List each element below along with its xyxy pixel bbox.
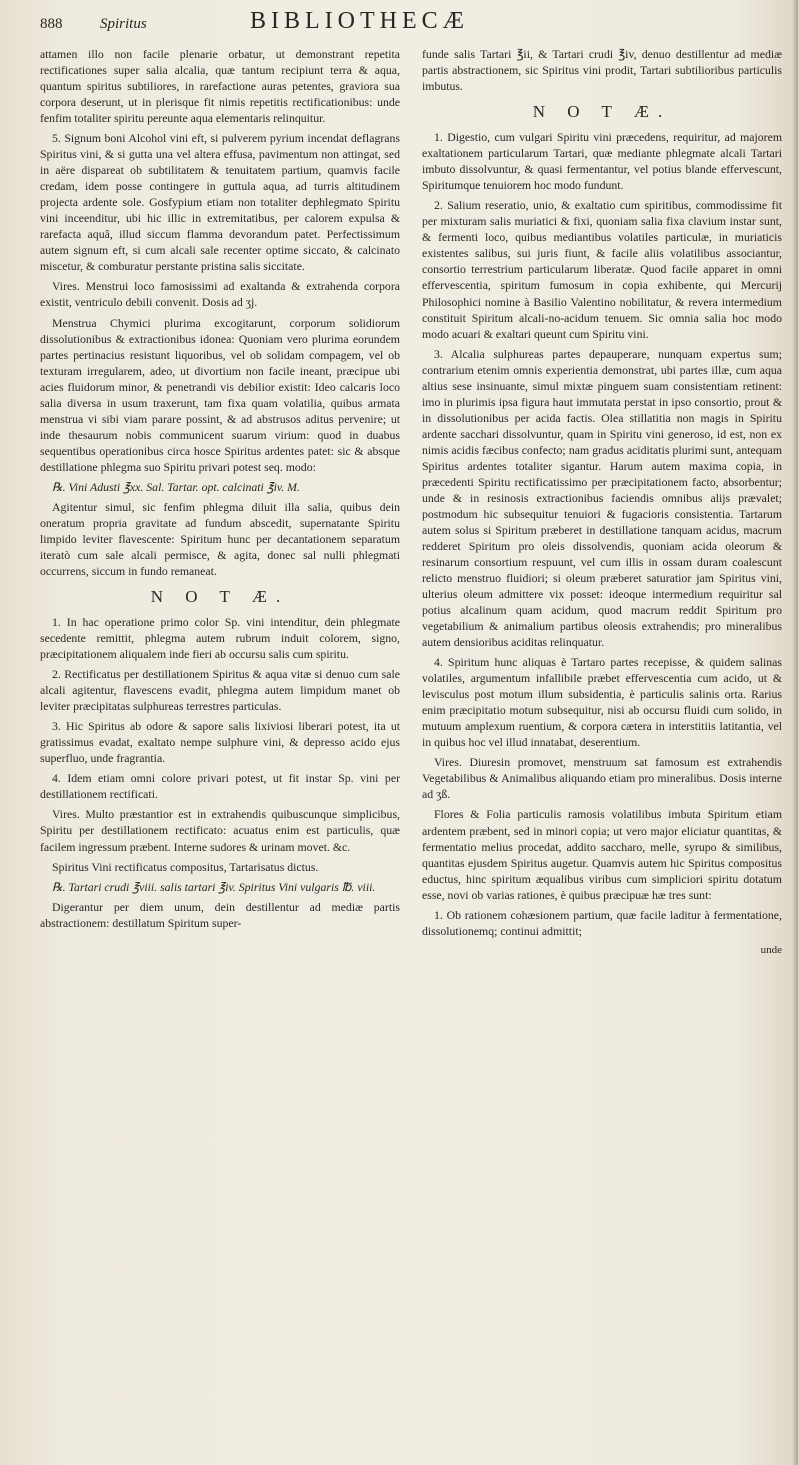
- note-item: 2. Salium reseratio, unio, & exaltatio cum spiritibus, commodissime fit per mixturam salis muriatici & fixi, quoniam salia fixa clavium instar sunt, & fermenti loco, quibus mediantibus volatiles particulæ, in muriaticis existentes salibus, sui juris fiunt, & facile aliis volatilibus associantur, consortio terrestrium particularum liberatæ. Quod facile apparet in omni effervescentia, spiritum fumosum in copia exhibente, qui Mercurij Philosophici nomine à Basilio Valentino nobilitatur, & revera intermedium constituit Spiritum alcali-no-acidum tenuem. Sic omnia salia hoc modo modo acuari & exaltari queunt cum Spiritu vini.: [422, 198, 782, 341]
- paragraph: Vires. Menstrui loco famosissimi ad exaltanda & extrahenda corpora existit, ventriculo debili convenit. Dosis ad ʒj.: [40, 279, 400, 310]
- note-item: 4. Idem etiam omni colore privari potest, ut fit instar Sp. vini per destillationem rectificati.: [40, 771, 400, 802]
- left-column: [40, 46, 400, 1465]
- paragraph: Digerantur per diem unum, dein destillentur ad mediæ partis abstractionem: destillatum Spiritum super-: [40, 899, 400, 930]
- note-item: 3. Alcalia sulphureas partes depauperare, nunquam expertus sum; contrarium etenim omnis experientia demonstrat, ubi partes illæ, cum aqua altius sese insinuante, simul mixtæ pinguem suam consistentiam retinent: imo in plurimis ipsa figura haut immutata perstat in ipso consortio, prout & in dissolutionibus per acida factis. Olea stillatitia non magis in Spiritu ardente sacchari dissolvuntur, quam in Spiritu vini generoso, id est, non ex nimis acidis fæcibus confecto; nam gradus aciditatis plurimi sunt, antequam Spiritus ardentes totaliter sigantur. Harum autem maxima copia, in præcedenti Spiritu rectificatissimo per præcipitationem facto, absorbentur; unde & in resinosis extractionibus faciendis omnibus alijs prævalet; postmodum hic subsequitur tenuiori & fugacioris consistentia. Tartarum autem solus si Spiritum præberet in destillatione tanquam acidus, macrum redderet Spiritum pro oleis dissolvendis, quoniam acida oleorum & resinarum consortium respuunt, vel cum illis in ossam duram coalescunt relicto menstruo fluidiori; si oleum præberet saturatior jam Spiritus vini, ulterius oleum admittere vix posset: ideoque intermedium requiritur sal potius alcalinum quam acidum, quod macrum reddit Spiritum pro vegetabilium & animalium partibus oleosis extrahendis; pro mineralibus autem densioribus aciditas relinquatur.: [422, 346, 782, 650]
- paragraph: 5. Signum boni Alcohol vini eft, si pulverem pyrium incendat deflagrans Spiritus vini, & si gutta una vel altera effusa, pavimentum non attingat, sed in aëre dispareat ob subtilitatem & tenuitatem partium, quamvis facile credam, idem posse contingere in guttula aqua, ad turris altitudinem projecta ardente sole. Gosfypium etiam non totaliter dephlegmato Spiritu vini inceenditur, ubi hic illic in extremitatibus, per calorem expulsa & rarefacta aquâ, illud siccum flamma devorandum patet. Perfectissimum autem signum eft, si cum alcali sale recenter optime siccato, & calcinato miscetur, & comburatur perstante pristina salis siccitate.: [40, 131, 400, 274]
- note-item: 2. Rectificatus per destillationem Spiritus & aqua vitæ si denuo cum sale alcali agitentur, flavescens evadit, phlegma autem limpidum manet ob leviter præcipitatas sulphureas terrestres particulas.: [40, 667, 400, 714]
- recipe: ℞. Vini Adusti ℥xx. Sal. Tartar. opt. calcinati ℥iv. M.: [52, 479, 300, 494]
- recipe: ℞. Tartari crudi ℥viii. salis tartari ℥iv. Spiritus Vini vulgaris ℔. viii.: [52, 879, 376, 894]
- text-columns: [40, 46, 782, 1465]
- paragraph: Agitentur simul, sic fenfim phlegma diluit illa salia, quibus dein oneratum propria gravitate ad fundum abscedit, supernatante Spiritu limpido leviter flavescente: Spiritum hunc per decantationem separatum iteratò cum sale alcali permisce, & agita, donec sal nulli phlegmati occurrens, siccum in fundo remaneat.: [40, 499, 400, 578]
- notes-heading: N O T Æ.: [150, 587, 290, 606]
- running-title: Spiritus: [100, 16, 147, 32]
- note-item: Vires. Diuresin promovet, menstruum sat famosum est extrahendis Vegetabilibus & Animalibus aliquando etiam pro mineralibus. Dosis interne ad ʒß.: [422, 755, 782, 802]
- right-column: [422, 46, 782, 1465]
- paragraph: attamen illo non facile plenarie orbatur, ut demonstrant repetita rectificationes super salia alcalia, quæ tantum recipiunt terra & aqua, quantum spiritus subtiliores, in rarefactione auras petentes, graviora sua corpora deserunt, ut in plerisque fit nimis repetitis rectificationibus: unde fenfim totaliter spiritu pereunte aqua elementaris relinquitur.: [40, 47, 400, 126]
- note-item: Vires. Multo præstantior est in extrahendis quibuscunque simplicibus, Spiritu per destillationem rectificato: acuatus enim est particulis, quæ facilem ingressum præbent. Interne sudores & urinam movet. &c.: [40, 807, 400, 854]
- catchword: unde: [760, 943, 782, 956]
- note-item: 4. Spiritum hunc aliquas è Tartaro partes recepisse, & quidem salinas volatiles, argumentum infallibile præbet effervescentia cum acido, ut & levisculus post motum illum subsidentia, è particulis salinis orta. Rarius enim præcipitatio motum subsequitur, nisi ab occursu fluidi cum solido, in mutuum amplexum ruentium, & corpora cætera in interstitiis latitantia, vel in quibus hoc vel illud innatabat, deserentium.: [422, 655, 782, 750]
- note-item: 1. In hac operatione primo color Sp. vini intenditur, dein phlegmate secedente remittit, phlegma autem rubrum induit colorem, signo, præcipitationem aliqualem inde fieri ab occursu salis cum spiritu.: [40, 615, 400, 662]
- note-item: 3. Hic Spiritus ab odore & sapore salis lixiviosi liberari potest, ita ut gratissimus evadat, exaltato nempe sulphure vini, & depresso acido ejus superfluo, unde fragrantia.: [40, 719, 400, 766]
- paragraph: Spiritus Vini rectificatus compositus, Tartarisatus dictus.: [52, 859, 319, 874]
- notes-heading: N O T Æ.: [532, 102, 672, 122]
- note-item: 1. Ob rationem cohæsionem partium, quæ facile laditur à fermentatione, dissolutionemq; continui admittit;: [422, 907, 782, 938]
- page-edge-shadow: [792, 0, 798, 1465]
- page-title: BIBLIOTHECÆ: [250, 8, 469, 34]
- paragraph: funde salis Tartari ℥ii, & Tartari crudi ℥iv, denuo destillentur ad mediæ partis abstractionem, sic Spiritus vini prodit, Tartari subtilioribus particulis imbutus.: [422, 47, 782, 94]
- page-number: 888: [40, 16, 63, 32]
- note-item: 1. Digestio, cum vulgari Spiritu vini præcedens, requiritur, ad majorem exaltationem particularum Tartari, quæ mediante phlegmate alcali Tartari imbuto dissolvuntur, & quasi fermentantur, vel potius blande effervescunt, Spiritumque tenuiorem hoc modo fundunt.: [422, 130, 782, 193]
- note-item: Flores & Folia particulis ramosis volatilibus imbuta Spiritum etiam ardentem præbent, sed in minori copia; ut vero major eliciatur quantitas, & fermentatio melius procedat, addito saccharo, melle, syrupo & similibus, quantitas ejusdem Spiritus augetur. Quamvis autem hic Spiritus compositus eductus, hinc spiritum æqualibus viribus cum simpliciori spiritu dotatum esse, novi ob varias rationes, è quibus præcipuæ hæ tres sunt:: [422, 807, 782, 902]
- paragraph: Menstrua Chymici plurima excogitarunt, corporum solidiorum dissolutionibus & extractionibus idonea: Quoniam vero plurima eorundem partes pertinacius resistunt liquoribus, vel ob solidam compagem, vel ob texturam irregularem, adeo, ut divortium non facile ineant, præcipue ubi acies fluidorum minor, & penetrandi vis debilior existit: Ideo calcaris loco salia diversa in usum traxerunt, tam fixa quam volatilia, quibus armata menstrua vi sibi viam parare possint, & ad abstrusos aditus pervenire; ut inde thesaurum nobis communicent suarum virium: quod in duabus sequentibus operationibus circa hosce Spiritus ardentes patet: sic & absque destillatione phlegma suo Spiritu privari potest seq. modo:: [40, 315, 400, 474]
